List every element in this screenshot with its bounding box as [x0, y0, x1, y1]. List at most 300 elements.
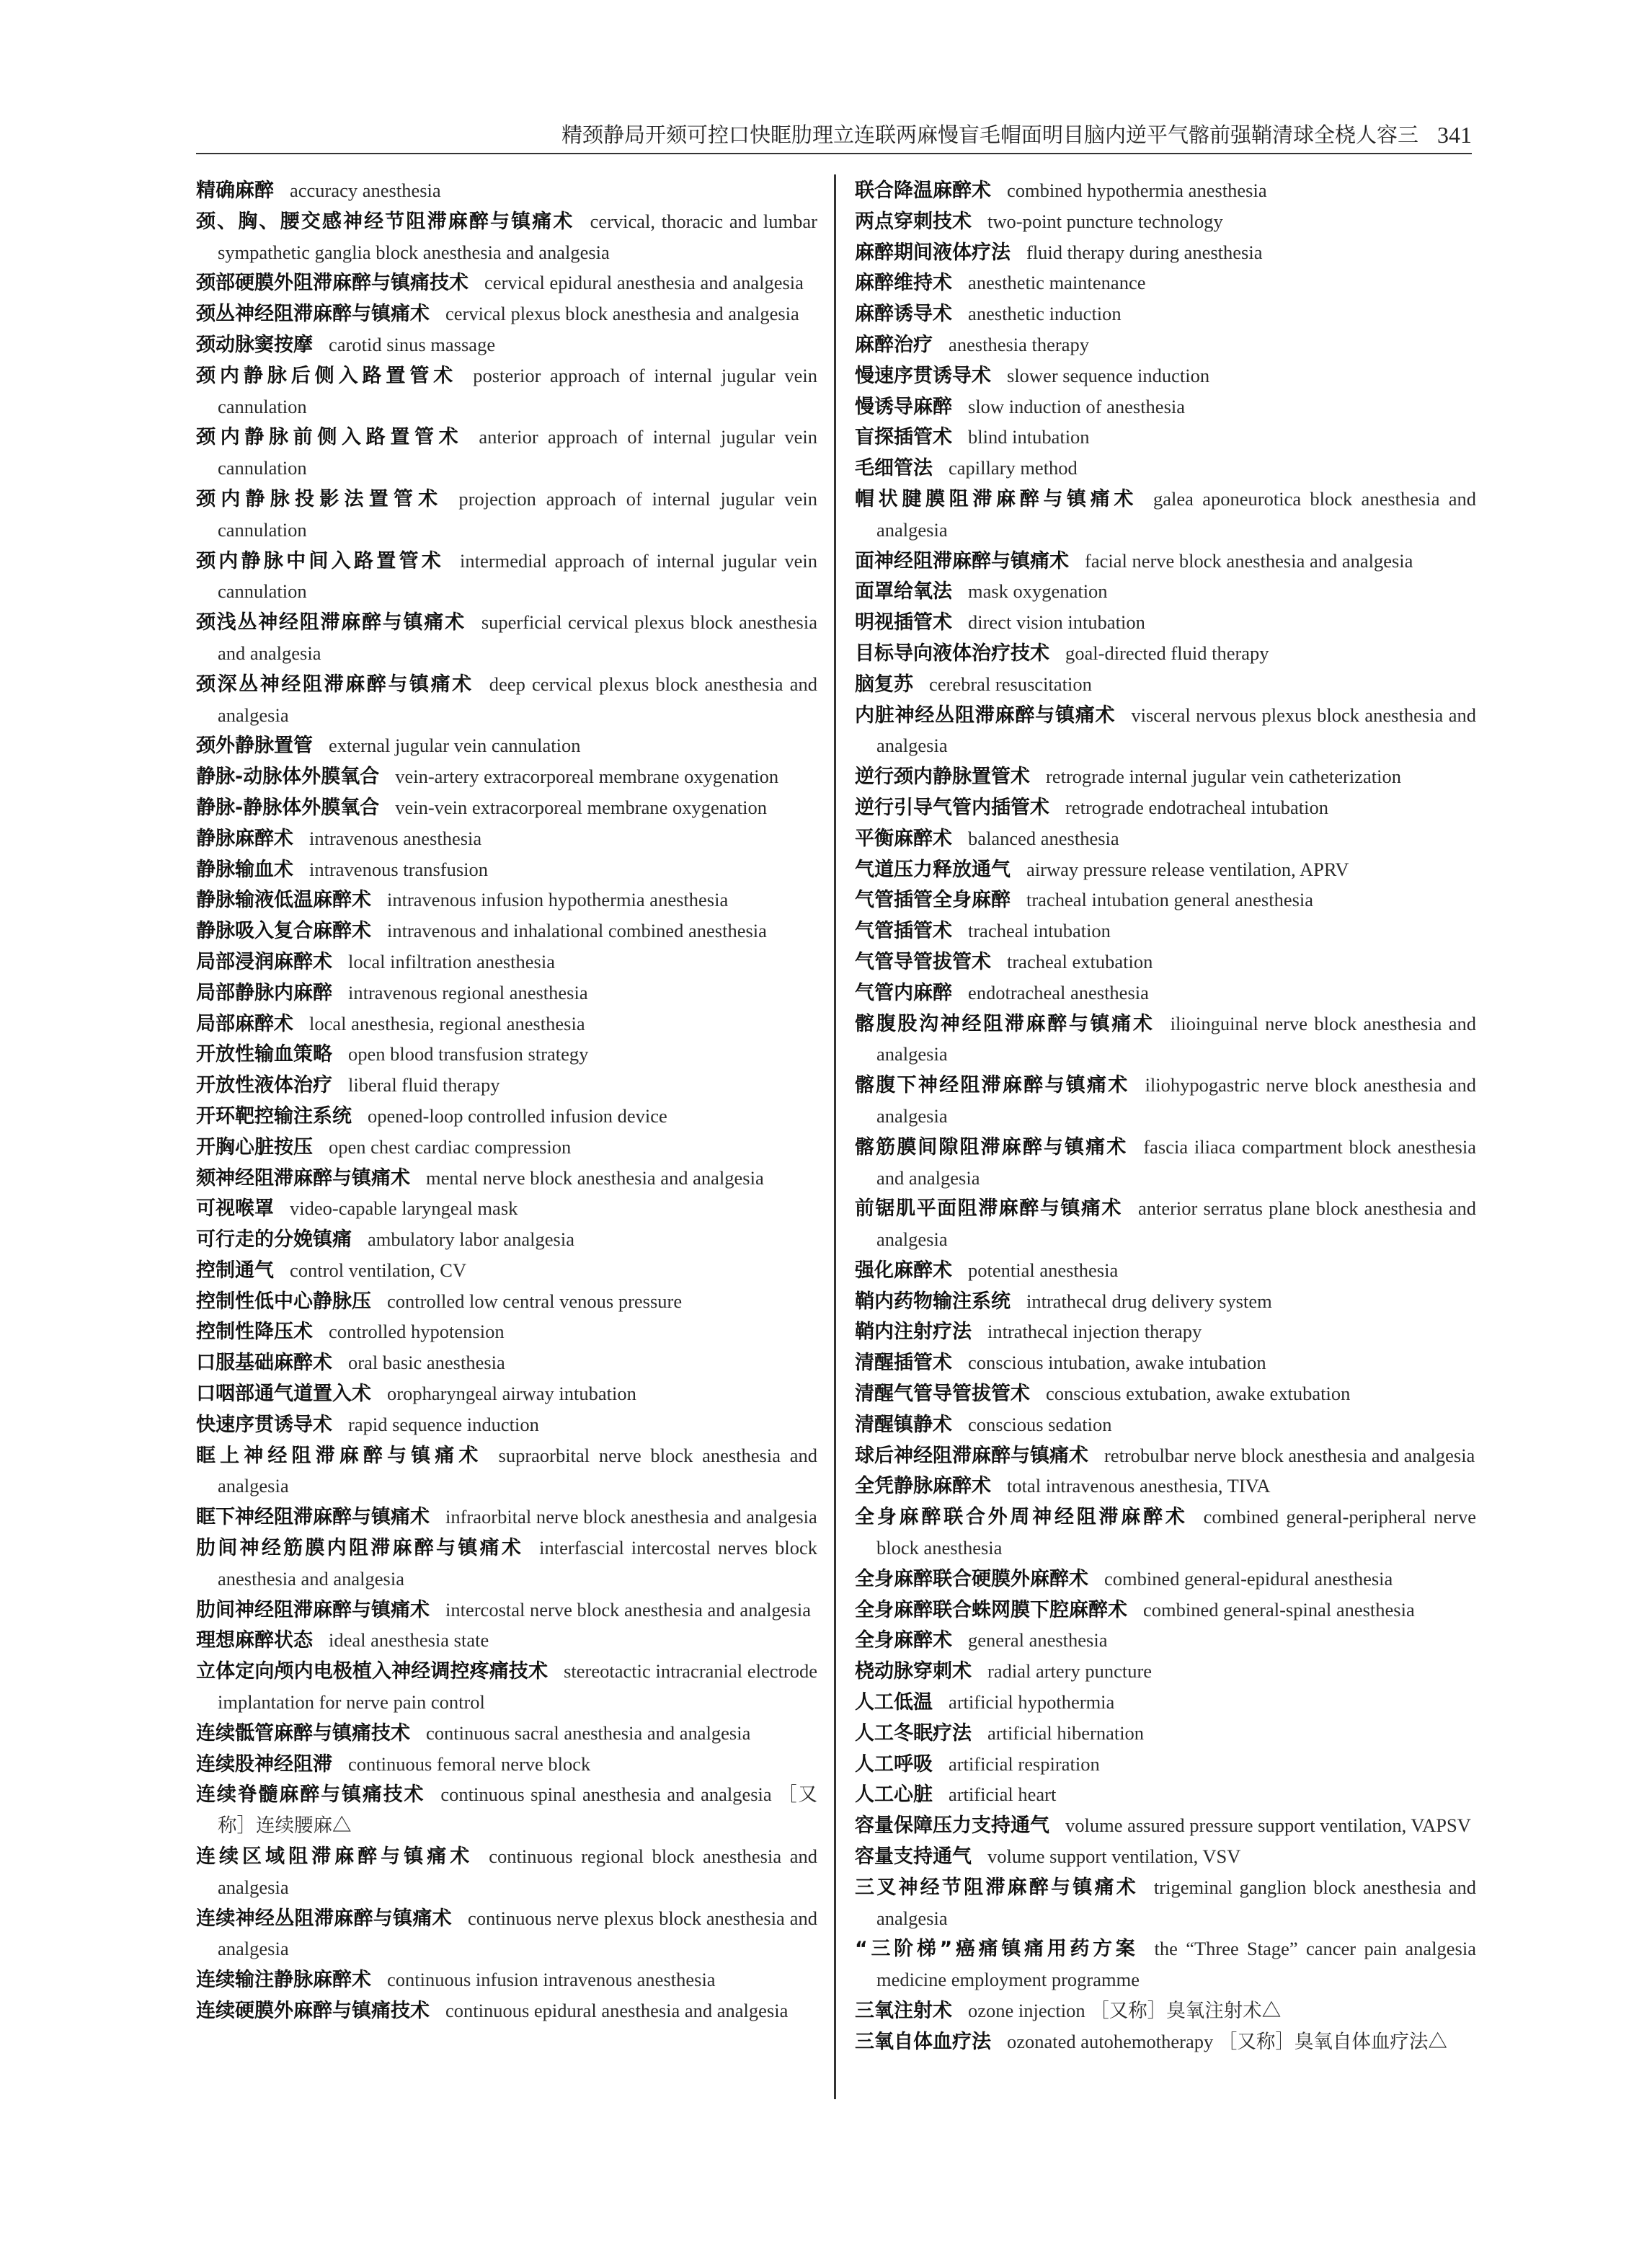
- term-english: visceral nervous plexus block anesthesia and analgesia: [876, 704, 1476, 757]
- term-english: fluid therapy during anesthesia: [1026, 241, 1263, 263]
- term-chinese: 理想麻醉状态: [196, 1629, 313, 1652]
- term-chinese: 麻醉维持术: [855, 272, 952, 295]
- term-english: ozone injection ［又称］臭氧注射术△: [968, 2000, 1282, 2022]
- term-chinese: 静脉输血术: [196, 858, 293, 881]
- term-english: mask oxygenation: [968, 580, 1108, 603]
- term-english: galea aponeurotica block anesthesia and analgesia: [876, 487, 1477, 541]
- term-english: continuous spinal anesthesia and analgesia ［又称］连续腰麻△: [218, 1783, 818, 1837]
- term-english: retrograde endotracheal intubation: [1065, 796, 1328, 818]
- term-chinese: 桡动脉穿刺术: [855, 1660, 972, 1683]
- glossary-entry: [855, 330, 1476, 361]
- page-number: 341: [1437, 122, 1472, 148]
- term-english: artificial hypothermia: [949, 1691, 1115, 1714]
- glossary-entry: [855, 608, 1476, 639]
- term-chinese: 可行走的分娩镇痛: [196, 1228, 352, 1251]
- term-english: intravenous and inhalational combined anesthesia: [387, 920, 767, 942]
- term-chinese: 静脉输液低温麻醉术: [196, 889, 371, 912]
- glossary-entry: [855, 793, 1476, 824]
- term-chinese: 颈、胸、腰交感神经节阻滞麻醉与镇痛术: [196, 210, 574, 233]
- glossary-entry: [855, 361, 1476, 392]
- glossary-entry: [196, 1132, 817, 1163]
- glossary-entry: [855, 855, 1476, 886]
- term-chinese: 麻醉治疗: [855, 333, 933, 356]
- column-divider: [834, 174, 836, 2099]
- term-english: the “Three Stage” cancer pain analgesia medicine employment programme: [876, 1938, 1476, 1991]
- glossary-entry: [196, 1780, 817, 1842]
- term-english: anesthetic maintenance: [968, 272, 1146, 294]
- term-chinese: 肋间神经阻滞麻醉与镇痛术: [196, 1598, 430, 1621]
- glossary-entry: [855, 762, 1476, 793]
- term-chinese: 强化麻醉术: [855, 1259, 952, 1282]
- term-english: fascia iliaca compartment block anesthesia and analgesia: [876, 1135, 1476, 1189]
- glossary-entry: [855, 701, 1476, 763]
- glossary-entry: [196, 1441, 817, 1503]
- term-english: radial artery puncture: [987, 1660, 1153, 1683]
- term-chinese: 连续区域阻滞麻醉与镇痛术: [196, 1845, 474, 1869]
- term-english: endotracheal anesthesia: [968, 981, 1149, 1003]
- glossary-entry: [196, 207, 817, 269]
- term-chinese: 容量保障压力支持通气: [855, 1814, 1049, 1838]
- term-english: video-capable laryngeal mask: [290, 1197, 518, 1220]
- term-chinese: 颏神经阻滞麻醉与镇痛术: [196, 1166, 410, 1189]
- term-english: oral basic anesthesia: [348, 1352, 505, 1374]
- term-english: capillary method: [949, 457, 1078, 479]
- term-chinese: 颈外静脉置管: [196, 735, 313, 758]
- glossary-entry: [855, 1780, 1476, 1811]
- term-chinese: 毛细管法: [855, 457, 933, 480]
- term-english: external jugular vein cannulation: [329, 735, 581, 757]
- term-english: two-point puncture technology: [987, 210, 1223, 232]
- term-english: tracheal intubation: [968, 920, 1111, 942]
- glossary-entry: [196, 762, 817, 793]
- term-english: continuous epidural anesthesia and analgesia: [445, 2000, 789, 2022]
- term-english: mental nerve block anesthesia and analgesia: [426, 1166, 764, 1189]
- term-chinese: 全凭静脉麻醉术: [855, 1475, 991, 1498]
- term-english: ambulatory labor analgesia: [368, 1228, 574, 1251]
- term-chinese: 连续骶管麻醉与镇痛技术: [196, 1721, 410, 1745]
- term-english: intrathecal injection therapy: [987, 1321, 1202, 1343]
- term-chinese: 气道压力释放通气: [855, 858, 1011, 881]
- term-chinese: 人工呼吸: [855, 1752, 933, 1776]
- term-chinese: 肋间神经筋膜内阻滞麻醉与镇痛术: [196, 1537, 524, 1560]
- glossary-entry: [855, 1379, 1476, 1410]
- term-english: accuracy anesthesia: [290, 179, 441, 201]
- term-chinese: 连续硬膜外麻醉与镇痛技术: [196, 2000, 430, 2023]
- glossary-entry: [196, 1040, 817, 1071]
- left-column: [196, 176, 817, 2027]
- term-chinese: 清醒气管导管拔管术: [855, 1383, 1030, 1406]
- term-chinese: 开放性液体治疗: [196, 1074, 332, 1097]
- glossary-entry: [855, 207, 1476, 238]
- term-english: intrathecal drug delivery system: [1026, 1290, 1272, 1312]
- term-english: intravenous anesthesia: [309, 827, 482, 849]
- term-chinese: 髂腹下神经阻滞麻醉与镇痛术: [855, 1074, 1129, 1097]
- term-english: opened-loop controlled infusion device: [368, 1104, 667, 1127]
- term-chinese: 口咽部通气道置入术: [196, 1383, 371, 1406]
- glossary-entry: [855, 268, 1476, 299]
- term-chinese: 清醒镇静术: [855, 1413, 952, 1436]
- glossary-entry: [196, 855, 817, 886]
- term-chinese: 逆行引导气管内插管术: [855, 796, 1049, 819]
- term-english: tracheal extubation: [1007, 950, 1153, 972]
- term-chinese: 麻醉诱导术: [855, 303, 952, 326]
- term-english: supraorbital nerve block anesthesia and analgesia: [218, 1444, 817, 1497]
- term-chinese: 容量支持通气: [855, 1845, 972, 1869]
- glossary-entry: [855, 1194, 1476, 1256]
- glossary-entry: [855, 453, 1476, 484]
- glossary-entry: [196, 1533, 817, 1595]
- term-english: vein-vein extracorporeal membrane oxygenation: [395, 796, 768, 818]
- glossary-entry: [196, 1009, 817, 1040]
- term-english: anesthesia therapy: [949, 333, 1089, 355]
- term-english: direct vision intubation: [968, 611, 1145, 634]
- glossary-entry: [196, 1163, 817, 1194]
- glossary-entry: [855, 1471, 1476, 1502]
- term-chinese: 三氧注射术: [855, 2000, 952, 2023]
- term-chinese: 静脉吸入复合麻醉术: [196, 920, 371, 943]
- glossary-entry: [855, 1502, 1476, 1564]
- term-chinese: 气管内麻醉: [855, 981, 952, 1004]
- term-chinese: 全身麻醉联合蛛网膜下腔麻醉术: [855, 1598, 1127, 1621]
- term-english: conscious extubation, awake extubation: [1046, 1383, 1351, 1405]
- term-chinese: 三叉神经节阻滞麻醉与镇痛术: [855, 1876, 1138, 1899]
- glossary-entry: [855, 1132, 1476, 1194]
- term-chinese: 颈丛神经阻滞麻醉与镇痛术: [196, 303, 430, 326]
- term-english: cerebral resuscitation: [929, 673, 1092, 695]
- term-chinese: 慢速序贯诱导术: [855, 364, 991, 387]
- term-english: local anesthesia, regional anesthesia: [309, 1012, 585, 1034]
- term-english: combined general-spinal anesthesia: [1143, 1598, 1415, 1621]
- glossary-entry: [196, 330, 817, 361]
- glossary-entry: [855, 1287, 1476, 1318]
- glossary-entry: [196, 1657, 817, 1719]
- term-english: goal-directed fluid therapy: [1065, 642, 1269, 664]
- glossary-entry: [196, 608, 817, 670]
- running-title: 精颈静局开颏可控口快眶肋理立连联两麻慢盲毛帽面明目脑内逆平气髂前强鞘清球全桡人容三: [561, 123, 1418, 147]
- term-chinese: 快速序贯诱导术: [196, 1413, 332, 1436]
- term-english: intravenous regional anesthesia: [348, 981, 588, 1003]
- glossary-entry: [855, 1626, 1476, 1657]
- glossary-entry: [855, 546, 1476, 577]
- glossary-entry: [855, 670, 1476, 701]
- term-english: cervical plexus block anesthesia and analgesia: [445, 303, 799, 325]
- glossary-entry: [196, 1996, 817, 2027]
- term-chinese: 可视喉罩: [196, 1197, 274, 1220]
- term-chinese: 鞘内注射疗法: [855, 1321, 972, 1344]
- glossary-entry: [196, 1379, 817, 1410]
- right-column: [855, 176, 1476, 2058]
- term-chinese: 盲探插管术: [855, 426, 952, 449]
- term-english: continuous regional block anesthesia and analgesia: [218, 1845, 817, 1898]
- term-english: balanced anesthesia: [968, 827, 1119, 849]
- term-english: iliohypogastric nerve block anesthesia and analgesia: [876, 1074, 1477, 1127]
- term-english: posterior approach of internal jugular vein cannulation: [218, 364, 817, 417]
- term-chinese: 颈内静脉投影法置管术: [196, 487, 443, 510]
- term-english: intermedial approach of internal jugular vein cannulation: [218, 549, 818, 603]
- term-english: ozonated autohemotherapy ［又称］臭氧自体血疗法△: [1007, 2030, 1447, 2052]
- term-english: anterior serratus plane block anesthesia and analgesia: [876, 1197, 1477, 1251]
- term-chinese: 明视插管术: [855, 611, 952, 634]
- term-chinese: 静脉-静脉体外膜氧合: [196, 796, 380, 819]
- glossary-entry: [855, 2027, 1476, 2058]
- glossary-entry: [855, 1811, 1476, 1842]
- glossary-entry: [855, 484, 1476, 546]
- term-english: intercostal nerve block anesthesia and analgesia: [445, 1598, 811, 1621]
- term-chinese: 人工心脏: [855, 1783, 933, 1807]
- term-chinese: 眶上神经阻滞麻醉与镇痛术: [196, 1444, 483, 1467]
- glossary-entry: [855, 1657, 1476, 1688]
- glossary-entry: [196, 1965, 817, 1996]
- term-chinese: 局部浸润麻醉术: [196, 950, 332, 973]
- term-english: continuous femoral nerve block: [348, 1752, 591, 1775]
- term-chinese: 静脉麻醉术: [196, 827, 293, 850]
- term-chinese: 全身麻醉术: [855, 1629, 952, 1652]
- glossary-entry: [855, 1873, 1476, 1935]
- term-english: conscious sedation: [968, 1413, 1112, 1435]
- term-english: retrobulbar nerve block anesthesia and analgesia: [1104, 1444, 1475, 1466]
- glossary-entry: [196, 361, 817, 423]
- glossary-entry: [196, 1595, 817, 1626]
- term-chinese: 开环靶控输注系统: [196, 1104, 352, 1127]
- term-chinese: 两点穿刺技术: [855, 210, 972, 233]
- term-english: controlled low central venous pressure: [387, 1290, 683, 1312]
- term-english: rapid sequence induction: [348, 1413, 539, 1435]
- glossary-entry: [855, 1750, 1476, 1781]
- term-english: tracheal intubation general anesthesia: [1026, 889, 1314, 911]
- glossary-entry: [855, 1842, 1476, 1873]
- term-english: anesthetic induction: [968, 303, 1122, 325]
- term-english: controlled hypotension: [329, 1321, 505, 1343]
- term-english: superficial cervical plexus block anesthesia and analgesia: [218, 611, 817, 664]
- term-english: cervical, thoracic and lumbar sympathetic ganglia block anesthesia and analgesia: [218, 210, 817, 263]
- term-english: artificial heart: [949, 1783, 1057, 1806]
- glossary-entry: [196, 670, 817, 732]
- term-chinese: 面罩给氧法: [855, 580, 952, 603]
- glossary-entry: [196, 1842, 817, 1904]
- term-chinese: 人工低温: [855, 1691, 933, 1714]
- glossary-entry: [196, 978, 817, 1009]
- glossary-entry: [196, 1719, 817, 1750]
- term-chinese: 控制性低中心静脉压: [196, 1290, 371, 1313]
- term-english: stereotactic intracranial electrode implantation for nerve pain control: [218, 1660, 817, 1714]
- term-english: volume assured pressure support ventilation, VAPSV: [1065, 1814, 1471, 1837]
- term-chinese: 局部麻醉术: [196, 1012, 293, 1035]
- term-chinese: 气管导管拔管术: [855, 950, 991, 973]
- term-english: oropharyngeal airway intubation: [387, 1383, 636, 1405]
- term-chinese: 立体定向颅内电极植入神经调控疼痛技术: [196, 1660, 549, 1683]
- term-chinese: 慢诱导麻醉: [855, 395, 952, 418]
- term-chinese: 内脏神经丛阻滞麻醉与镇痛术: [855, 704, 1116, 727]
- term-english: anterior approach of internal jugular vein cannulation: [218, 426, 817, 479]
- term-chinese: 气管插管全身麻醉: [855, 889, 1011, 912]
- term-chinese: 脑复苏: [855, 673, 913, 696]
- term-chinese: 球后神经阻滞麻醉与镇痛术: [855, 1444, 1088, 1467]
- term-chinese: 面神经阻滞麻醉与镇痛术: [855, 549, 1069, 572]
- glossary-entry: [855, 1719, 1476, 1750]
- term-english: combined general-peripheral nerve block anesthesia: [876, 1506, 1476, 1559]
- glossary-entry: [196, 176, 817, 207]
- glossary-entry: [196, 1750, 817, 1781]
- term-english: general anesthesia: [968, 1629, 1108, 1652]
- term-chinese: 局部静脉内麻醉: [196, 981, 332, 1004]
- glossary-entry: [855, 299, 1476, 330]
- term-chinese: “三阶梯”癌痛镇痛用药方案: [855, 1938, 1139, 1961]
- term-english: open chest cardiac compression: [329, 1135, 572, 1158]
- glossary-entry: [196, 1287, 817, 1318]
- term-chinese: 清醒插管术: [855, 1352, 952, 1375]
- term-chinese: 颈内静脉后侧入路置管术: [196, 364, 458, 387]
- glossary-entry: [855, 176, 1476, 207]
- term-chinese: 全身麻醉联合硬膜外麻醉术: [855, 1567, 1088, 1590]
- glossary-entry: [855, 1441, 1476, 1472]
- glossary-entry: [196, 484, 817, 546]
- glossary-entry: [855, 916, 1476, 947]
- term-chinese: 鞘内药物输注系统: [855, 1290, 1011, 1313]
- glossary-entry: [196, 731, 817, 762]
- term-chinese: 联合降温麻醉术: [855, 179, 991, 202]
- term-english: open blood transfusion strategy: [348, 1043, 589, 1065]
- glossary-entry: [196, 1225, 817, 1256]
- term-english: blind intubation: [968, 426, 1090, 448]
- term-english: potential anesthesia: [968, 1259, 1119, 1281]
- term-chinese: 麻醉期间液体疗法: [855, 241, 1011, 264]
- glossary-entry: [855, 1071, 1476, 1132]
- glossary-entry: [196, 1348, 817, 1379]
- glossary-entry: [196, 1502, 817, 1533]
- glossary-entry: [855, 1934, 1476, 1996]
- term-english: liberal fluid therapy: [348, 1074, 500, 1096]
- term-english: airway pressure release ventilation, APRV: [1026, 858, 1349, 880]
- term-english: slower sequence induction: [1007, 364, 1210, 386]
- glossary-entry: [196, 885, 817, 916]
- term-english: intravenous transfusion: [309, 858, 489, 880]
- term-english: cervical epidural anesthesia and analgesia: [484, 272, 804, 294]
- glossary-entry: [196, 1317, 817, 1348]
- term-english: conscious intubation, awake intubation: [968, 1352, 1266, 1374]
- glossary-entry: [196, 1904, 817, 1966]
- glossary-entry: [196, 947, 817, 978]
- term-english: slow induction of anesthesia: [968, 395, 1186, 417]
- term-chinese: 连续输注静脉麻醉术: [196, 1969, 371, 1992]
- term-english: continuous infusion intravenous anesthesia: [387, 1969, 716, 1991]
- term-chinese: 逆行颈内静脉置管术: [855, 766, 1030, 789]
- term-chinese: 连续股神经阻滞: [196, 1752, 332, 1776]
- term-chinese: 控制通气: [196, 1259, 274, 1282]
- term-english: local infiltration anesthesia: [348, 950, 555, 972]
- header-rule: [196, 153, 1472, 154]
- term-chinese: 人工冬眠疗法: [855, 1721, 972, 1745]
- glossary-entry: [855, 1564, 1476, 1595]
- glossary-entry: [855, 1009, 1476, 1071]
- glossary-entry: [855, 238, 1476, 269]
- term-english: continuous nerve plexus block anesthesia and analgesia: [218, 1907, 818, 1960]
- term-english: vein-artery extracorporeal membrane oxygenation: [395, 766, 779, 788]
- term-chinese: 前锯肌平面阻滞麻醉与镇痛术: [855, 1197, 1122, 1220]
- glossary-entry: [196, 1626, 817, 1657]
- term-chinese: 开胸心脏按压: [196, 1135, 313, 1158]
- term-english: projection approach of internal jugular vein cannulation: [218, 487, 817, 541]
- term-english: total intravenous anesthesia, TIVA: [1007, 1475, 1271, 1497]
- glossary-entry: [855, 824, 1476, 855]
- glossary-entry: [855, 422, 1476, 453]
- glossary-entry: [855, 1688, 1476, 1719]
- term-english: interfascial intercostal nerves block anesthesia and analgesia: [218, 1537, 817, 1590]
- glossary-entry: [855, 577, 1476, 608]
- glossary-entry: [196, 1071, 817, 1102]
- glossary-entry: [196, 916, 817, 947]
- term-chinese: 颈部硬膜外阻滞麻醉与镇痛技术: [196, 272, 468, 295]
- glossary-entry: [196, 299, 817, 330]
- glossary-entry: [855, 1996, 1476, 2027]
- term-english: control ventilation, CV: [290, 1259, 467, 1281]
- term-chinese: 目标导向液体治疗技术: [855, 642, 1049, 665]
- term-chinese: 颈内静脉中间入路置管术: [196, 549, 445, 572]
- term-english: infraorbital nerve block anesthesia and analgesia: [445, 1506, 817, 1528]
- glossary-entry: [196, 824, 817, 855]
- term-chinese: 全身麻醉联合外周神经阻滞麻醉术: [855, 1506, 1188, 1529]
- glossary-entry: [855, 978, 1476, 1009]
- term-english: ilioinguinal nerve block anesthesia and analgesia: [876, 1012, 1477, 1065]
- term-chinese: 眶下神经阻滞麻醉与镇痛术: [196, 1506, 430, 1529]
- glossary-entry: [855, 1256, 1476, 1287]
- glossary-entry: [196, 422, 817, 484]
- term-english: continuous sacral anesthesia and analgesia: [426, 1721, 751, 1744]
- term-english: combined general-epidural anesthesia: [1104, 1567, 1393, 1590]
- term-english: carotid sinus massage: [329, 333, 496, 355]
- running-header: [196, 105, 1472, 149]
- term-chinese: 控制性降压术: [196, 1321, 313, 1344]
- glossary-entry: [855, 885, 1476, 916]
- glossary-entry: [196, 793, 817, 824]
- glossary-entry: [855, 947, 1476, 978]
- term-english: facial nerve block anesthesia and analgesia: [1085, 549, 1413, 572]
- glossary-entry: [855, 1410, 1476, 1441]
- term-chinese: 髂筋膜间隙阻滞麻醉与镇痛术: [855, 1135, 1128, 1158]
- term-chinese: 颈深丛神经阻滞麻醉与镇痛术: [196, 673, 474, 696]
- term-chinese: 口服基础麻醉术: [196, 1352, 332, 1375]
- glossary-entry: [855, 1317, 1476, 1348]
- glossary-entry: [855, 1595, 1476, 1626]
- term-chinese: 颈浅丛神经阻滞麻醉与镇痛术: [196, 611, 466, 634]
- glossary-entry: [196, 1410, 817, 1441]
- glossary-entry: [196, 1102, 817, 1132]
- glossary-entry: [855, 392, 1476, 423]
- term-chinese: 开放性输血策略: [196, 1043, 332, 1066]
- term-chinese: 颈内静脉前侧入路置管术: [196, 426, 463, 449]
- term-english: ideal anesthesia state: [329, 1629, 489, 1652]
- term-english: combined hypothermia anesthesia: [1007, 179, 1267, 201]
- term-english: artificial hibernation: [987, 1721, 1145, 1744]
- term-chinese: 连续神经丛阻滞麻醉与镇痛术: [196, 1907, 452, 1930]
- glossary-entry: [196, 268, 817, 299]
- glossary-entry: [855, 639, 1476, 670]
- term-chinese: 颈动脉窦按摩: [196, 333, 313, 356]
- term-chinese: 帽状腱膜阻滞麻醉与镇痛术: [855, 487, 1138, 510]
- glossary-entry: [196, 1256, 817, 1287]
- glossary-entry: [196, 1194, 817, 1225]
- term-english: trigeminal ganglion block anesthesia and analgesia: [876, 1876, 1477, 1929]
- glossary-entry: [196, 546, 817, 608]
- term-chinese: 气管插管术: [855, 920, 952, 943]
- term-chinese: 连续脊髓麻醉与镇痛技术: [196, 1783, 425, 1807]
- term-english: volume support ventilation, VSV: [987, 1845, 1241, 1868]
- glossary-entry: [855, 1348, 1476, 1379]
- term-english: deep cervical plexus block anesthesia and analgesia: [218, 673, 818, 726]
- term-english: intravenous infusion hypothermia anesthesia: [387, 889, 729, 911]
- term-english: retrograde internal jugular vein catheterization: [1046, 766, 1401, 788]
- term-chinese: 平衡麻醉术: [855, 827, 952, 850]
- term-chinese: 髂腹股沟神经阻滞麻醉与镇痛术: [855, 1012, 1155, 1035]
